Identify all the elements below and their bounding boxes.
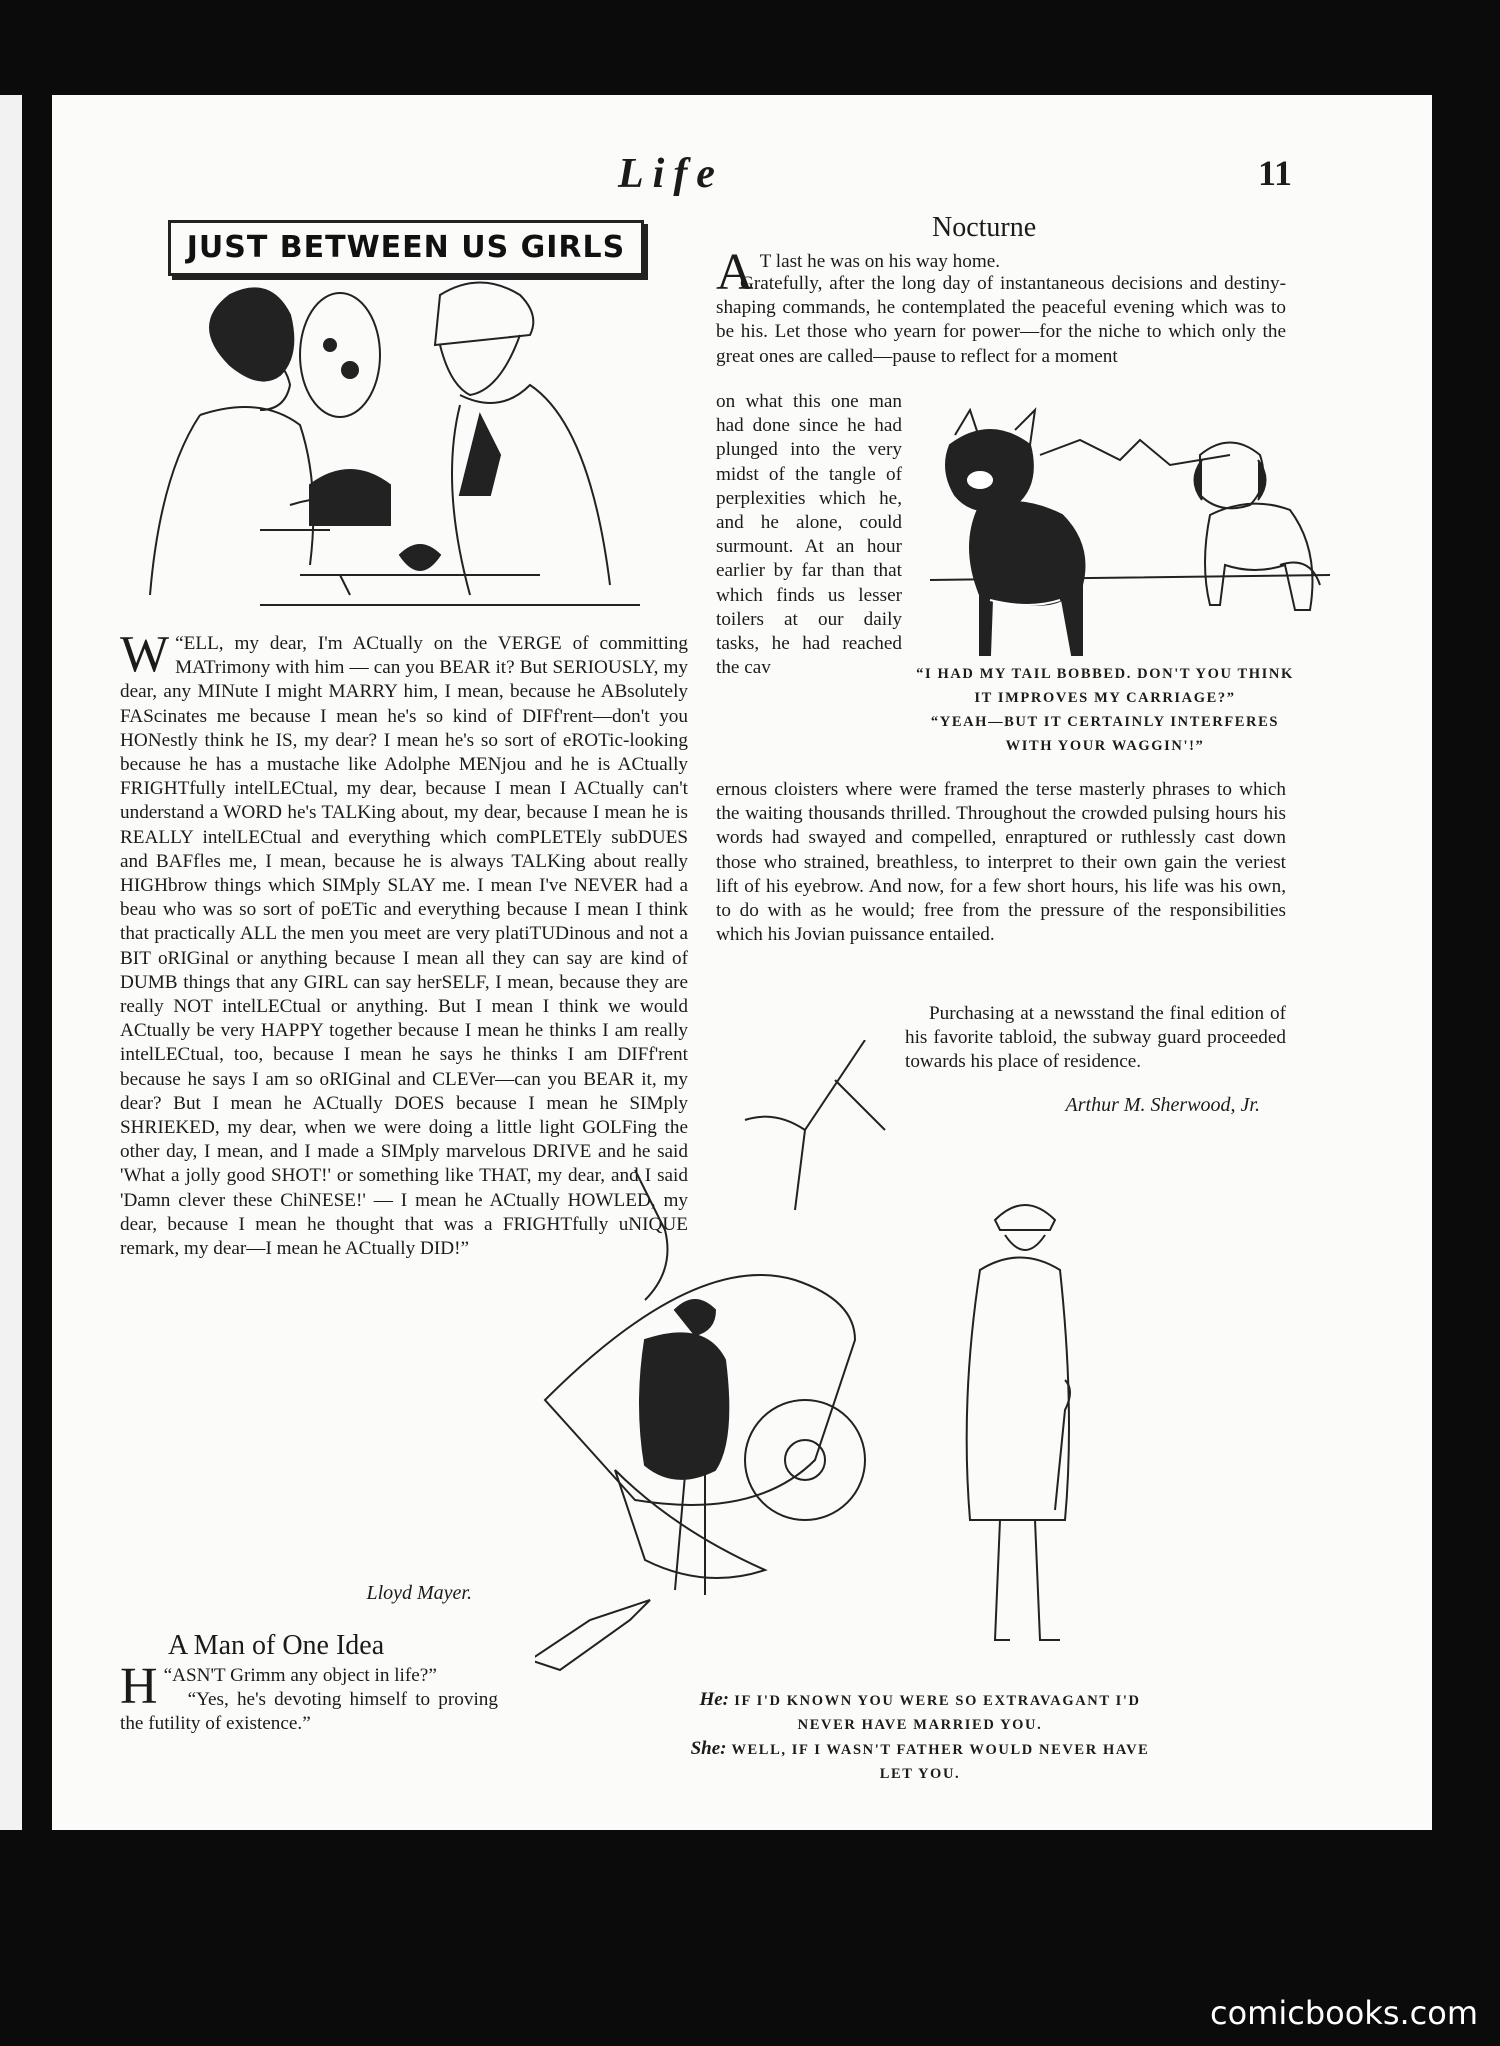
speaker-she: She: bbox=[690, 1738, 727, 1759]
section-title-man-of-one-idea: A Man of One Idea bbox=[168, 1630, 385, 1661]
drop-cap-w: W bbox=[120, 626, 170, 683]
open-quote-2: “ bbox=[163, 1665, 173, 1686]
wrecked-car-illustration bbox=[535, 1040, 1295, 1740]
speaker-he: He: bbox=[699, 1689, 729, 1710]
previous-page-edge bbox=[0, 95, 22, 1830]
watermark: comicbooks.com bbox=[1209, 1994, 1478, 2032]
drop-cap-h: H bbox=[120, 1658, 158, 1715]
man-of-one-idea-body bbox=[120, 1658, 498, 1737]
dog-caption-line-2: “YEAH—BUT IT CERTAINLY INTERFERES WITH YOUR WAGGIN'!” bbox=[930, 714, 1280, 754]
author-arthur-sherwood: Arthur M. Sherwood, Jr. bbox=[1065, 1094, 1260, 1116]
dog-caption-line-1: “I HAD MY TAIL BOBBED. DON'T YOU THINK IT IMPROVES MY CARRIAGE?” bbox=[916, 666, 1294, 706]
dogs-illustration bbox=[920, 405, 1340, 670]
nocturne-paragraph-2 bbox=[716, 778, 1286, 947]
man-line-2: “Yes, he's devoting himself to proving the futility of existence.” bbox=[120, 1689, 498, 1735]
article-header-box: JUST BETWEEN US GIRLS bbox=[168, 220, 644, 276]
she-dialogue: WELL, IF I WASN'T FATHER WOULD NEVER HAVE LET YOU. bbox=[731, 1742, 1150, 1782]
girls-tea-illustration bbox=[140, 275, 660, 620]
girls-body-text: ELL, my dear, I'm ACtually on the VERGE of committing MATrimony with him — can you BEAR it? But SERIOUSLY, my dear, any MINute I might MARRY him, I mean, because he ABsolutely FAScinates me because I mean he's so kind of DIFf'rent—don't you HONestly think he IS, my dear? I mean he's so sort of eROTic-looking because he has a mustache like Adolphe MENjou and he is ACtually FRIGHTfully intelLECtual, my dear, because I mean I ACtually can't understand a WORD he's TALKing about, my dear, because I mean he is REALLY intelLECtual and everything which comPLETEly subDUES and BAFfles me, I mean, because he is always TALKing about really HIGHbrow things which SIMply SLAY me. I mean I've NEVER had a beau who was so sort of poETic and everything because I mean I think that practically ALL the men you meet are very platiTUDinous and not a BIT oRIGinal or anything because I mean all they can say are kind of DUMB things that any GIRL can say herSELF, I mean, because they are really NOT intelLECtual or anything. But I mean I think we would ACtually be very HAPPY together because I mean he thinks I am really intelLECtual, too, because I mean he says he thinks I am DIFf'rent because he says I am so oRIGinal and CLEVer—can you BEAR it, my dear? But I mean he ACtually DOES because I mean he SIMply SHRIEKED, my dear, when we were doing a little light GOLFing the other day, I mean, and I made a SIMply marvelous DRIVE and he said 'What a jolly good SHOT!' or something like THAT, my dear, and I said 'Damn clever these ChiNESE!' — I mean he ACtually HOWLED, my dear, because I mean he thought that was a FRIGHTfully uNIQUE remark, my dear—I mean he ACtually DID!” bbox=[120, 633, 688, 1260]
open-quote: “ bbox=[175, 633, 184, 654]
man-line-1: ASN'T Grimm any object in life?” bbox=[172, 1665, 437, 1686]
car-cartoon-caption bbox=[690, 1688, 1150, 1786]
nocturne-continued: on what this one man had done since he had plunged into the very midst of the tangle of perplexities which he, and he alone, could surmount. At an hour earlier by far than that which finds us lesser toilers at our daily tasks, he had reached the cav bbox=[716, 391, 902, 679]
he-dialogue: IF I'D KNOWN YOU WERE SO EXTRAVAGANT I'D NEVER HAVE MARRIED YOU. bbox=[734, 1693, 1141, 1733]
caption-she-line bbox=[690, 1737, 1150, 1786]
drop-cap-a: A bbox=[716, 244, 754, 301]
nocturne-first-line: T last he was on his way home. bbox=[759, 251, 1001, 272]
nocturne-narrow-column bbox=[716, 390, 902, 776]
nocturne-paragraph-3: Purchasing at a newsstand the final edition of his favorite tabloid, the subway guard proceeded towards his place of residence. bbox=[905, 1003, 1286, 1073]
nocturne-paragraph-2-text: ernous cloisters where were framed the terse masterly phrases to which the waiting thousands thrilled. Throughout the crowded pulsing hours his words had swayed and compelled, enraptured or ruthlessly cast down those who strained, breathless, to interpret to their own gain the veriest lift of his eyebrow. And now, for a few short hours, his life was his own, to do with as he would; free from the pressure of the responsibilities which his Jovian puissance entailed. bbox=[716, 779, 1286, 946]
dog-cartoon-caption bbox=[916, 662, 1294, 758]
page-number: 11 bbox=[1258, 153, 1293, 193]
author-lloyd-mayer: Lloyd Mayer. bbox=[366, 1582, 472, 1604]
magazine-title: Life bbox=[618, 151, 724, 197]
nocturne-paragraph-1: Gratefully, after the long day of instantaneous decisions and destiny-shaping commands, he contemplated the peaceful evening which was to be his. Let those who yearn for power—for the niche to which only the great ones are called—pause to reflect for a moment bbox=[716, 273, 1286, 367]
section-title-nocturne: Nocturne bbox=[932, 212, 1037, 243]
caption-he-line bbox=[690, 1688, 1150, 1737]
nocturne-paragraph-1-top bbox=[716, 272, 1286, 390]
